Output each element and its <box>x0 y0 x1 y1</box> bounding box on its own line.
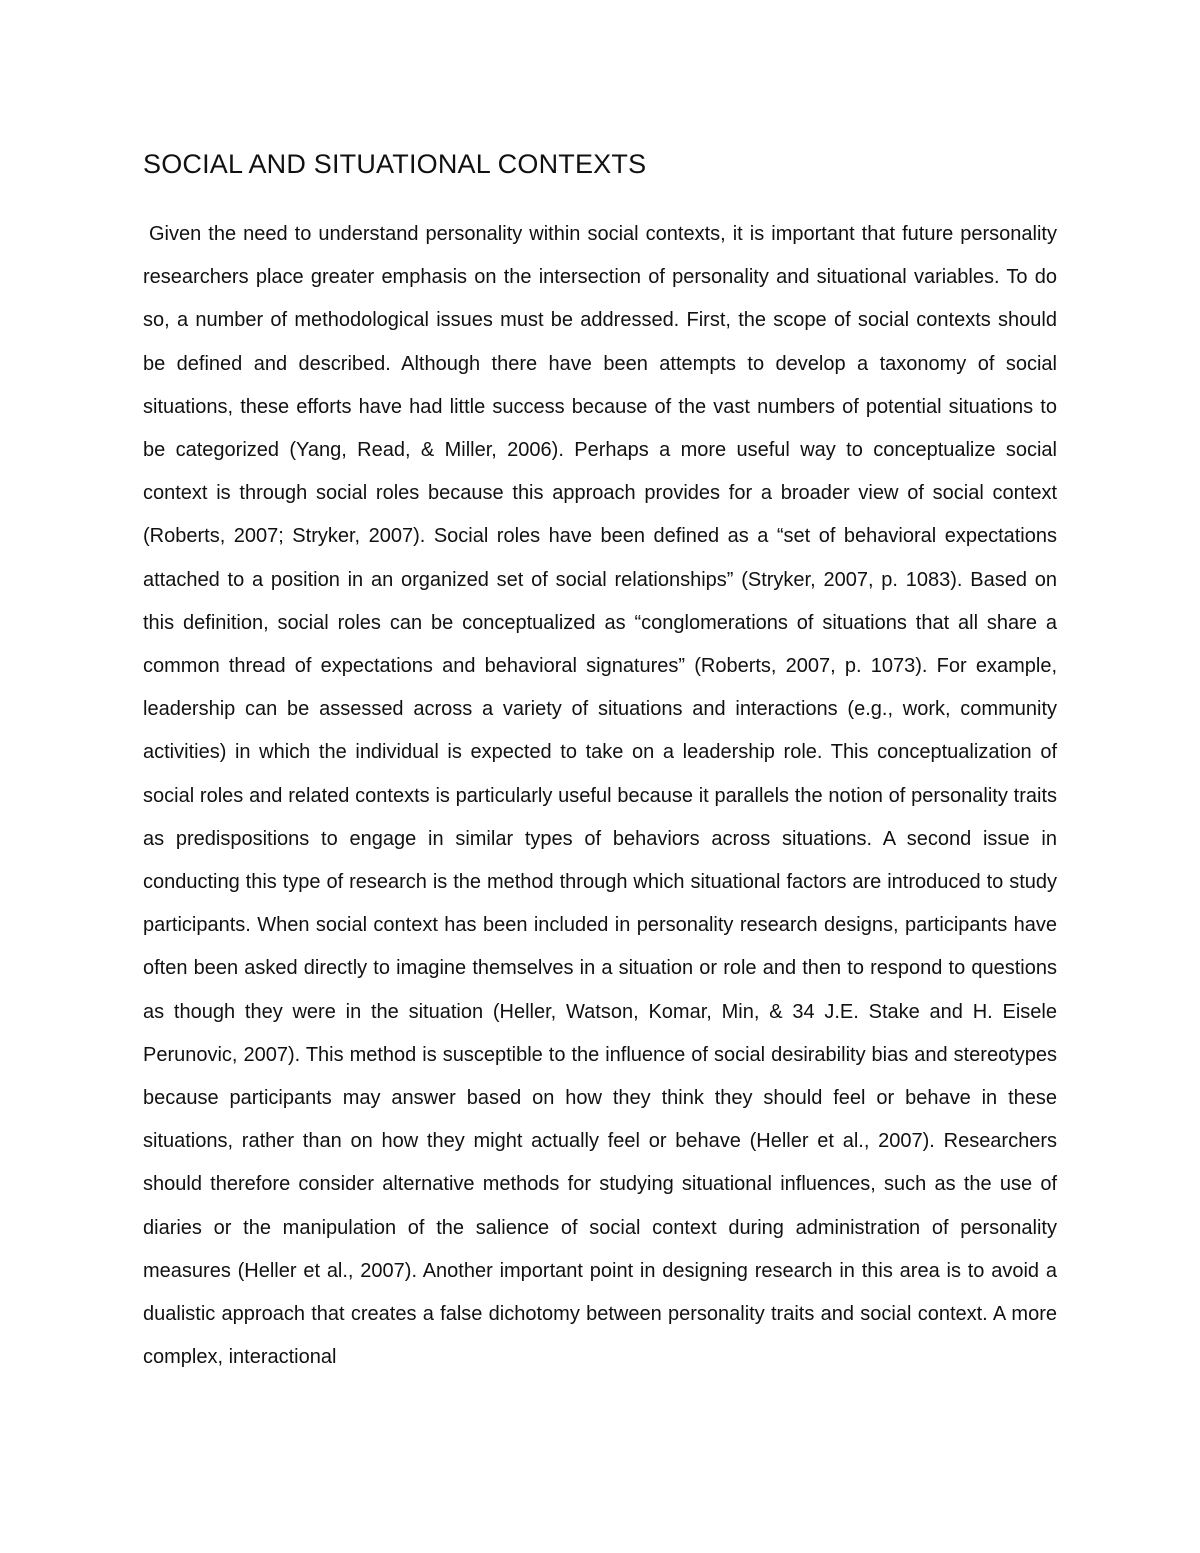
section-heading: SOCIAL AND SITUATIONAL CONTEXTS <box>143 149 647 179</box>
body-paragraph: Given the need to understand personality within social contexts, it is important that future personality researchers place greater emphasis on the intersection of personality and situational variables. To do so, a number of methodological issues must be addressed. First, the scope of social contexts should be defined and described. Although there have been attempts to develop a taxonomy of social situations, these efforts have had little success because of the vast numbers of potential situations to be categorized (Yang, Read, & Miller, 2006). Perhaps a more useful way to conceptualize social context is through social roles because this approach provides for a broader view of social context (Roberts, 2007; Stryker, 2007). Social roles have been defined as a “set of behavioral expectations attached to a position in an organized set of social relationships” (Stryker, 2007, p. 1083). Based on this definition, social roles can be conceptualized as “conglomerations of situations that all share a common thread of expectations and behavioral signatures” (Roberts, 2007, p. 1073). For example, leadership can be assessed across a variety of situations and interactions (e.g., work, community activities) in which the individual is expected to take on a leadership role. This conceptualization of social roles and related contexts is particularly useful because it parallels the notion of personality traits as predispositions to engage in similar types of behaviors across situations. A second issue in conducting this type of research is the method through which situational factors are introduced to study participants. When social context has been included in personality research designs, participants have often been asked directly to imagine themselves in a situation or role and then to respond to questions as though they were in the situation (Heller, Watson, Komar, Min, & 34 J.E. Stake and H. Eisele Perunovic, 2007). This method is susceptible to the influence of social desirability bias and stereotypes because participants may answer based on how they think they should feel or behave in these situations, rather than on how they might actually feel or behave (Heller et al., 2007). Researchers should therefore consider alternative methods for studying situational influences, such as the use of diaries or the manipulation of the salience of social context during administration of personality measures (Heller et al., 2007). Another important point in designing research in this area is to avoid a dualistic approach that creates a false dichotomy between personality traits and social context. A more complex, interactional <box>143 223 1057 1369</box>
